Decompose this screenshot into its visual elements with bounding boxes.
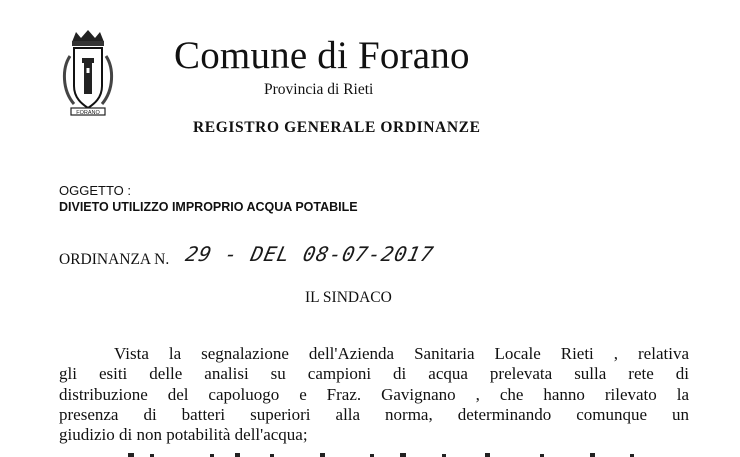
body-line: presenza di batteri superiori alla norma, determinando comunque un xyxy=(59,404,689,424)
body-line: Vista la segnalazione dell'Azienda Sanitaria Locale Rieti , relativa xyxy=(114,344,689,363)
municipal-crest xyxy=(62,28,114,118)
subject-text: DIVIETO UTILIZZO IMPROPRIO ACQUA POTABILE xyxy=(59,200,358,214)
municipality-title: Comune di Forano xyxy=(174,34,470,77)
cropped-next-line xyxy=(70,450,670,457)
body-line: giudizio di non potabilità dell'acqua; xyxy=(59,425,308,445)
body-paragraph xyxy=(59,344,689,445)
mayor-heading: IL SINDACO xyxy=(305,289,392,306)
province-name: Provincia di Rieti xyxy=(264,81,374,98)
subject-label: OGGETTO : xyxy=(59,183,131,198)
registry-heading: REGISTRO GENERALE ORDINANZE xyxy=(193,119,481,136)
ordinance-handwritten-number-date: 29 - DEL 08-07-2017 xyxy=(183,242,437,266)
svg-text:FORANO: FORANO xyxy=(76,110,100,116)
ordinance-number-label: ORDINANZA N. xyxy=(59,251,170,268)
body-line: distribuzione del capoluogo e Fraz. Gavignano , che hanno rilevato la xyxy=(59,384,689,404)
body-line: gli esiti delle analisi su campioni di acqua prelevata sulla rete di xyxy=(59,364,689,384)
